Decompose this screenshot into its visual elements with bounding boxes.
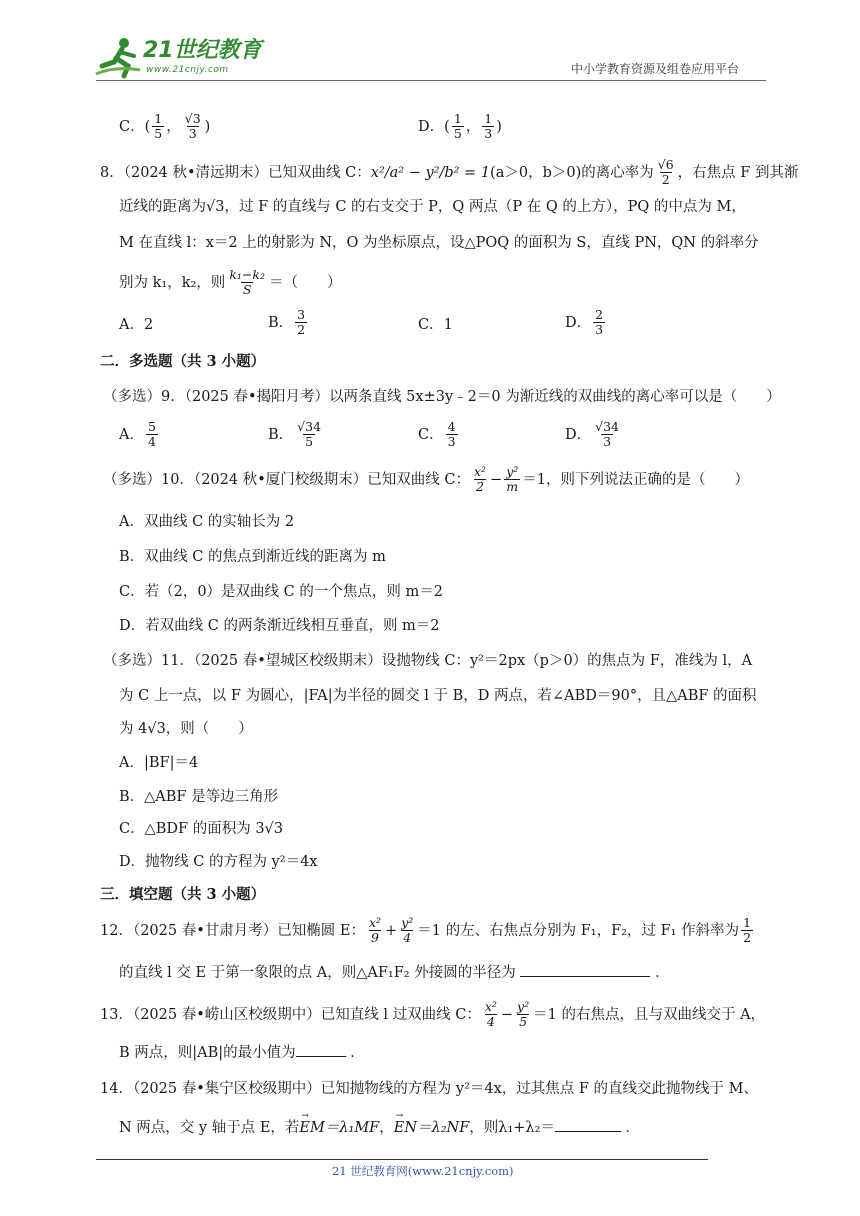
q8-option-d: D． $\frac{2}{3}$ <box>565 307 604 338</box>
q8-option-a: A．2 <box>119 317 154 333</box>
q14-line2: N 两点，交 y 轴于点 E，若→ EM＝λ₁MF，→ EN＝λ₂NF，则λ₁+λ₂＝ ． <box>119 1121 640 1136</box>
logo-runner-icon <box>94 36 142 80</box>
q8-line2: 近线的距离为√3，过 F 的直线与 C 的右支交于 P，Q 两点（P 在 Q 的上方），PQ 的中点为 M， <box>119 199 746 215</box>
q12-line2: 的直线 l 交 E 于第一象限的点 A，则△AF₁F₂ 外接圆的半径为 ． <box>119 965 670 981</box>
logo-text: 21世纪教育 <box>143 38 262 63</box>
q11-option-c: C．△BDF 的面积为 3√3 <box>119 821 284 837</box>
q9-option-d: D． $\frac{√34}{3}$ <box>565 419 620 450</box>
logo-url: www.21cnjy.com <box>146 65 229 75</box>
q11-option-d: D．抛物线 C 的方程为 y²＝4x <box>119 854 318 870</box>
q8-option-c: C．1 <box>418 317 453 333</box>
q12-answer-blank[interactable] <box>520 976 650 977</box>
q9-stem: （多选）9．（2025 春•揭阳月考）以两条直线 5x±3y﹣2＝0 为渐近线的双曲线的离心率可以是（ ） <box>103 389 781 405</box>
q10-option-c: C．若（2，0）是双曲线 C 的一个焦点，则 m＝2 <box>119 584 443 600</box>
q13-line2: B 两点，则|AB|的最小值为 ． <box>119 1045 365 1061</box>
q10-option-d: D．若双曲线 C 的两条渐近线相互垂直，则 m＝2 <box>119 618 440 634</box>
q10-stem: （多选）10．（2024 秋•厦门校级期末）已知双曲线 C： $\frac{\text{x²}}{2}$ − $\frac{\text{y²}}{m}$ ＝1，则下列说法正确的是（ ） <box>103 464 749 495</box>
q9-option-b: B． $\frac{√34}{5}$ <box>268 419 322 450</box>
q11-line3: 为 4√3，则（ ） <box>119 721 253 737</box>
q13-answer-blank[interactable] <box>296 1056 346 1057</box>
q12-line1: 12．（2025 春•甘肃月考）已知椭圆 E： $\frac{\text{x²}}{9}$ + $\frac{\text{y²}}{4}$ ＝1 的左、右焦点分别为 F₁，F₂，过 F₁ 作斜率为 $\frac{1}{2}$ <box>100 915 752 946</box>
section-2-title: 二．多选题（共 3 小题） <box>100 353 266 370</box>
q9-option-a: A． $\frac{5}{4}$ <box>119 419 156 450</box>
q11-line2: 为 C 上一点，以 F 为圆心，|FA|为半径的圆交 l 于 B，D 两点，若∠ABD＝90°，且△ABF 的面积 <box>119 688 757 704</box>
footer-text: 21 世纪教育网(www.21cnjy.com) <box>332 1164 514 1178</box>
q8-option-b: B． $\frac{3}{2}$ <box>268 307 306 338</box>
q9-option-c: C． $\frac{4}{3}$ <box>418 419 456 450</box>
option-d: D．( $\frac{1}{5}$ ， $\frac{1}{3}$ ) <box>418 111 502 142</box>
q8-line3: M 在直线 l：x＝2 上的射影为 N，O 为坐标原点，设△POQ 的面积为 S，直线 PN，QN 的斜率分 <box>119 235 759 251</box>
footer-rule <box>96 1159 708 1160</box>
q11-option-a: A．|BF|＝4 <box>119 755 199 771</box>
q14-answer-blank[interactable] <box>555 1131 621 1132</box>
q8-line1: 8．（2024 秋•清远期末）已知双曲线 C：x²/a² − y²/b² = 1(a＞0，b＞0)的离心率为 $\frac{√6}{2}$ ，右焦点 F 到其渐 <box>100 157 799 188</box>
q11-line1: （多选）11．（2025 春•望城区校级期末）设抛物线 C：y²＝2px（p＞0）的焦点为 F，准线为 l，A <box>103 653 753 669</box>
platform-name: 中小学教育资源及组卷应用平台 <box>571 62 740 76</box>
q13-line1: 13．（2025 春•崂山区校级期中）已知直线 l 过双曲线 C： $\frac{\text{x²}}{4}$ − $\frac{\text{y²}}{5}$ ＝1 的右焦点，且与双曲线交于 A， <box>100 999 766 1030</box>
header-rule <box>96 80 766 81</box>
section-3-title: 三．填空题（共 3 小题） <box>100 886 266 903</box>
q10-option-b: B．双曲线 C 的焦点到渐近线的距离为 m <box>119 549 386 565</box>
q8-line4: 别为 k₁，k₂，则 $\frac{\text{k₁−k₂}}{S}$ ＝（ ） <box>119 267 342 298</box>
q10-option-a: A．双曲线 C 的实轴长为 2 <box>119 514 295 530</box>
q11-option-b: B．△ABF 是等边三角形 <box>119 789 279 805</box>
option-c: C．( $\frac{1}{5}$ ， $\frac{√3}{3}$ ) <box>119 111 211 142</box>
q14-line1: 14．（2025 春•集宁区校级期中）已知抛物线的方程为 y²＝4x，过其焦点 F 的直线交此抛物线于 M、 <box>100 1081 759 1097</box>
